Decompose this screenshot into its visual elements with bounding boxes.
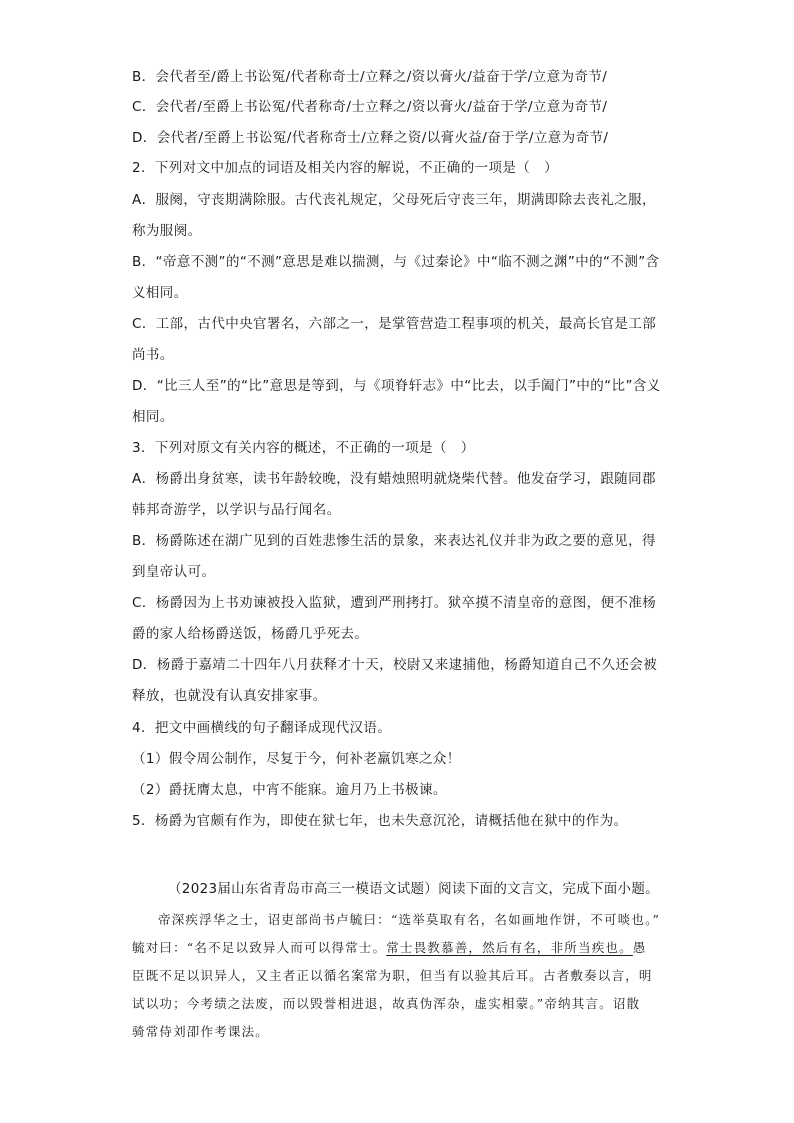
question-2-stem: 2．下列对文中加点的词语及相关内容的解说，不正确的一项是（ ）: [132, 160, 558, 176]
passage-line-1: 帝深疾浮华之士，诏吏部尚书卢毓曰：“选举莫取有名，名如画地作饼，不可啖也。”: [158, 912, 661, 927]
question-4-stem: 4．把文中画横线的句子翻译成现代汉语。: [132, 720, 392, 736]
q4-sentence-2: （2）爵抚膺太息，中宵不能寐。逾月乃上书极谏。: [132, 782, 447, 798]
q3-option-b-line-2: 到皇帝认可。: [132, 564, 216, 580]
q2-option-b-line-1: B．“帝意不测”的“不测”意思是难以揣测，与《过秦论》中“临不测之渊”中的“不测”含: [132, 254, 660, 270]
question-3-stem: 3．下列对原文有关内容的概述，不正确的一项是（ ）: [132, 440, 475, 456]
q3-option-a-line-1: A．杨爵出身贫寒，读书年龄较晚，没有蜡烛照明就烧柴代替。他发奋学习，跟随同郡: [132, 471, 656, 487]
question-5-stem: 5．杨爵为官颇有作为，即使在狱七年，也未失意沉沦，请概括他在狱中的作为。: [132, 813, 628, 829]
option-b-line: B．会代者至/爵上书讼冤/代者称奇士/立释之/资以膏火/益奋于学/立意为奇节/: [132, 69, 608, 85]
q2-option-b-line-2: 义相同。: [132, 285, 188, 301]
q3-option-d-line-1: D．杨爵于嘉靖二十四年八月获释才十天，校尉又来逮捕他，杨爵知道自己不久还会被: [132, 657, 658, 673]
q2-option-d-line-2: 相同。: [132, 409, 174, 425]
q2-option-a-line-2: 称为服阕。: [132, 223, 202, 239]
option-c-line: C．会代者/至爵上书讼冤/代者称奇/士立释之/资以膏火/益奋于学/立意为奇节/: [132, 99, 608, 115]
q2-option-d-line-1: D．“比三人至”的“比”意思是等到，与《项脊轩志》中“比去，以手阖门”中的“比”含义: [132, 378, 661, 394]
passage-text: 毓对曰：“名不足以致异人而可以得常士。: [132, 940, 387, 955]
q4-sentence-1: （1）假令周公制作，尽复于今，何补老羸饥寒之众！: [132, 751, 461, 767]
q2-option-c-line-1: C．工部，古代中央官署名，六部之一，是掌管营造工程事项的机关，最高长官是工部: [132, 316, 657, 332]
q3-option-a-line-2: 韩邦奇游学，以学识与品行闻名。: [132, 502, 341, 518]
passage-line-5: 骑常侍刘卲作考课法。: [132, 1024, 270, 1039]
q2-option-c-line-2: 尚书。: [132, 347, 174, 363]
underlined-sentence: 常士畏教慕善，然后有名，非所当疾也。: [386, 940, 633, 955]
q3-option-b-line-1: B．杨爵陈述在湖广见到的百姓悲惨生活的景象，来表达礼仪并非为政之要的意见，得: [132, 533, 656, 549]
passage-line-2: [132, 938, 647, 958]
q3-option-c-line-2: 爵的家人给杨爵送饭，杨爵几乎死去。: [132, 626, 369, 642]
q3-option-d-line-2: 释放，也就没有认真安排家事。: [132, 688, 327, 704]
passage-line-4: 试以功；今考绩之法废，而以毁誉相进退，故真伪浑杂，虚实相蒙。”帝纳其言。诏散: [132, 996, 641, 1011]
option-d-line: D．会代者/至爵上书讼冤/代者称奇士/立释之资/以膏火益/奋于学/立意为奇节/: [132, 130, 609, 146]
q2-option-a-line-1: A．服阕，守丧期满除服。古代丧礼规定，父母死后守丧三年，期满即除去丧礼之服，: [132, 192, 656, 208]
passage-source-heading: （2023届山东省青岛市高三一模语文试题）阅读下面的文言文，完成下面小题。: [168, 881, 659, 897]
q3-option-c-line-1: C．杨爵因为上书劝谏被投入监狱，遭到严刑拷打。狱卒摸不清皇帝的意图，便不准杨: [132, 595, 657, 611]
passage-line-3: 臣既不足以识异人，又主者正以循名案常为职，但当有以验其后耳。古者敷奏以言，明: [132, 968, 653, 983]
passage-text: 愚: [632, 940, 647, 955]
